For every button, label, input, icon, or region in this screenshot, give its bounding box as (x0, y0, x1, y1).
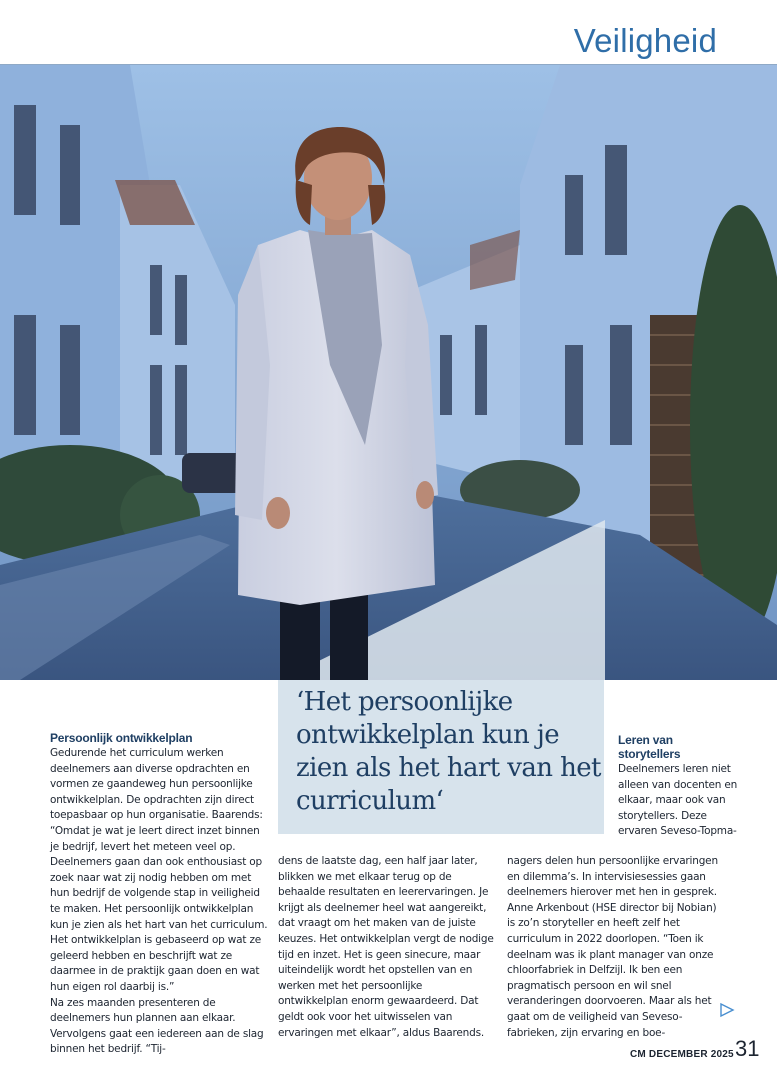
body-paragraph: nagers delen hun persoonlijke ervaringen en dilemma’s. In intervisiesessies gaan deelnemers hierover met hen in gesprek. Anne Arkenbout (HSE director bij Nobian) is zo’n storyteller en heeft zelf het curriculum in 2022 doorlopen. “Toen ik deelnam was ik plant manager van onze chloorfabriek in Delfzijl. Ik ben een pragmatisch persoon en wil snel veranderingen doorvoeren. Maar als het gaat om de veiligheid van Seveso-fabrieken, zijn ervaring en boe- (507, 855, 718, 1039)
article-column-1 (50, 731, 268, 1058)
body-paragraph: Gedurende het curriculum werken deelnemers aan diverse opdrachten en vormen ze gaandeweg hun persoonlijke ontwikkelplan. De opdrachten zijn direct toepasbaar op hun organisatie. Baarends: “Omdat je wat je leert direct inzet binnen je bedrijf, levert het meteen veel op. Deelnemers gaan dan ook enthousiast op zoek naar wat zij nodig hebben om met hun bedrijf de volgende stap in veiligheid te maken. Het persoonlijk ontwikkelplan kun je zien als het hart van het curriculum. Het ontwikkelplan is gebaseerd op wat ze geleerd hebben en beschrijft wat ze daarmee in de praktijk gaan doen en wat hun eigen rol daarbij is.” (50, 747, 268, 993)
section-title: Veiligheid (573, 22, 717, 59)
body-paragraph: Deelnemers leren niet alleen van docenten en elkaar, maar ook van storytellers. Deze ervaren Seveso-Topma- (618, 763, 738, 838)
body-paragraph: Na zes maanden presenteren de deelnemers hun plannen aan elkaar. Vervolgens gaat een iedereen aan de slag binnen het bedrijf. “Tij- (50, 996, 264, 1056)
continue-arrow-icon (719, 1002, 735, 1018)
subheading-leren-van-storytellers: Leren van storytellers (618, 733, 681, 761)
article-column-3-bottom (507, 854, 721, 1041)
footer-publication: CM DECEMBER 2025 (630, 1049, 734, 1060)
article-column-2 (278, 854, 494, 1041)
hero-photo (0, 65, 777, 680)
article-column-3-top (618, 733, 738, 840)
subheading-persoonlijk-ontwikkelplan: Persoonlijk ontwikkelplan (50, 731, 193, 745)
body-paragraph: dens de laatste dag, een half jaar later, blikken we met elkaar terug op de behaalde resultaten en leerervaringen. Je krijgt als deelnemer heel wat aangereikt, dat vraagt om het maken van de juiste keuzes. Het ontwikkelplan vergt de nodige tijd en inzet. Het is geen sinecure, maar uiteindelijk wordt het opstellen van en werken met het persoonlijke ontwikkelplan enorm gewaardeerd. Dat geldt ook voor het uitwisselen van ervaringen met elkaar”, aldus Baarends. (278, 855, 494, 1039)
pull-quote: ‘Het persoonlijke ontwikkelplan kun je zien als het hart van het curriculum‘ (296, 687, 601, 816)
page-number: 31 (735, 1036, 760, 1061)
